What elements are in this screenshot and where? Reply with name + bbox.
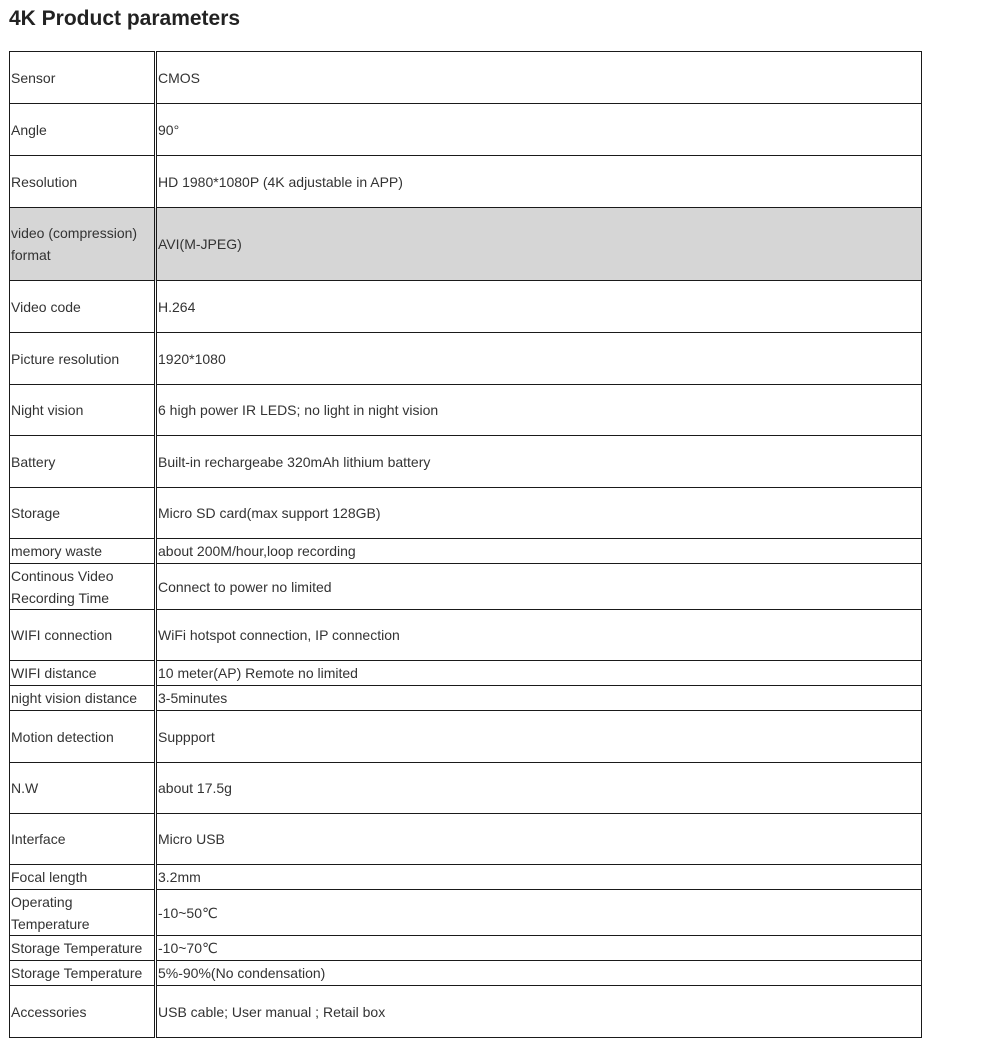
row-label: Resolution xyxy=(10,156,156,208)
row-label: Video code xyxy=(10,281,156,333)
table-row xyxy=(10,610,922,661)
row-label: WIFI connection xyxy=(10,610,156,661)
spec-table xyxy=(9,51,922,1038)
table-row xyxy=(10,385,922,436)
row-value: H.264 xyxy=(156,281,922,333)
table-row xyxy=(10,539,922,564)
row-label: Storage xyxy=(10,488,156,539)
table-row xyxy=(10,686,922,711)
row-value: CMOS xyxy=(156,52,922,104)
row-label: Continous Video Recording Time xyxy=(10,564,156,610)
row-label: night vision distance xyxy=(10,686,156,711)
row-label: Sensor xyxy=(10,52,156,104)
row-value: about 200M/hour,loop recording xyxy=(156,539,922,564)
row-label: Storage Temperature xyxy=(10,961,156,986)
row-label: Angle xyxy=(10,104,156,156)
table-row xyxy=(10,104,922,156)
table-row xyxy=(10,156,922,208)
row-value: 5%-90%(No condensation) xyxy=(156,961,922,986)
table-row xyxy=(10,936,922,961)
row-value: AVI(M-JPEG) xyxy=(156,208,922,281)
row-label: Accessories xyxy=(10,986,156,1038)
row-value: USB cable; User manual ; Retail box xyxy=(156,986,922,1038)
row-value: WiFi hotspot connection, IP connection xyxy=(156,610,922,661)
table-row-highlighted xyxy=(10,208,922,281)
row-value: Micro USB xyxy=(156,814,922,865)
table-row xyxy=(10,564,922,610)
row-label: N.W xyxy=(10,763,156,814)
table-row xyxy=(10,436,922,488)
row-value: 3-5minutes xyxy=(156,686,922,711)
table-row xyxy=(10,333,922,385)
row-value: 90° xyxy=(156,104,922,156)
table-row xyxy=(10,661,922,686)
row-value: Micro SD card(max support 128GB) xyxy=(156,488,922,539)
row-label: Operating Temperature xyxy=(10,890,156,936)
table-row xyxy=(10,865,922,890)
table-row xyxy=(10,488,922,539)
row-label: Interface xyxy=(10,814,156,865)
row-value: -10~50℃ xyxy=(156,890,922,936)
table-row xyxy=(10,52,922,104)
table-row xyxy=(10,814,922,865)
table-row xyxy=(10,763,922,814)
table-row xyxy=(10,890,922,936)
row-value: -10~70℃ xyxy=(156,936,922,961)
row-value: Suppport xyxy=(156,711,922,763)
row-value: 10 meter(AP) Remote no limited xyxy=(156,661,922,686)
row-value: 6 high power IR LEDS; no light in night vision xyxy=(156,385,922,436)
row-label: Night vision xyxy=(10,385,156,436)
table-row xyxy=(10,711,922,763)
row-label: Storage Temperature xyxy=(10,936,156,961)
row-value: Connect to power no limited xyxy=(156,564,922,610)
row-value: 3.2mm xyxy=(156,865,922,890)
row-label: video (compression) format xyxy=(10,208,156,281)
row-label: Battery xyxy=(10,436,156,488)
table-row xyxy=(10,281,922,333)
row-value: HD 1980*1080P (4K adjustable in APP) xyxy=(156,156,922,208)
page-title: 4K Product parameters xyxy=(9,7,241,30)
row-value: Built-in rechargeabe 320mAh lithium battery xyxy=(156,436,922,488)
table-row xyxy=(10,961,922,986)
row-value: about 17.5g xyxy=(156,763,922,814)
row-label: Motion detection xyxy=(10,711,156,763)
row-label: Focal length xyxy=(10,865,156,890)
row-value: 1920*1080 xyxy=(156,333,922,385)
table-row xyxy=(10,986,922,1038)
row-label: WIFI distance xyxy=(10,661,156,686)
row-label: memory waste xyxy=(10,539,156,564)
row-label: Picture resolution xyxy=(10,333,156,385)
